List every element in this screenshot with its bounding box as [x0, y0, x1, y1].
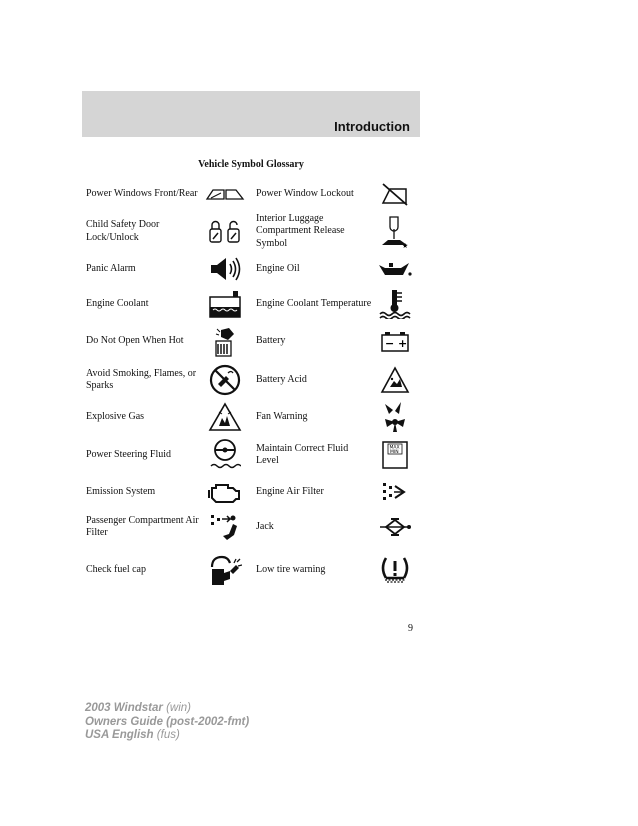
battery-icon — [370, 324, 420, 359]
symbol-label: Passenger Compartment Air Filter — [86, 514, 199, 538]
air-filter-icon — [370, 477, 420, 507]
symbol-label: Avoid Smoking, Flames, or Sparks — [86, 367, 197, 391]
symbol-label: Jack — [256, 520, 274, 532]
power-windows-icon — [202, 179, 248, 209]
fluid-level-icon — [370, 433, 420, 477]
svg-text:+: + — [398, 336, 408, 350]
battery-acid-icon — [370, 359, 420, 401]
glossary-row — [82, 433, 420, 477]
symbol-label: Do Not Open When Hot — [86, 335, 184, 347]
symbol-label: Low tire warning — [256, 563, 326, 575]
symbol-label: Maintain Correct Fluid Level — [256, 442, 349, 466]
svg-text:−: − — [385, 336, 395, 350]
no-smoking-icon — [202, 359, 248, 401]
footer-line-3: USA English (fus) — [85, 729, 180, 741]
symbol-label: Child Safety Door Lock/Unlock — [86, 219, 160, 243]
oil-can-icon — [370, 254, 420, 284]
steering-fluid-icon — [202, 433, 248, 477]
page-number: 9 — [408, 623, 413, 634]
svg-text:MAX: MAX — [389, 445, 400, 451]
symbol-label: Engine Coolant Temperature — [256, 297, 372, 309]
symbol-label: Battery Acid — [256, 373, 307, 385]
glossary-row — [82, 547, 420, 593]
symbol-label: Engine Oil — [256, 262, 300, 274]
glossary-row — [82, 401, 420, 433]
explosive-gas-icon — [202, 401, 248, 433]
glossary-row — [82, 507, 420, 547]
document-footer — [85, 702, 249, 743]
symbol-label: Power Windows Front/Rear — [86, 187, 198, 199]
symbol-glossary-table — [82, 179, 420, 593]
symbol-label: Interior Luggage Compartment Release Symbol — [256, 212, 345, 249]
symbol-label: Engine Coolant — [86, 297, 149, 309]
window-lockout-icon — [370, 179, 420, 209]
section-title: Introduction — [334, 119, 410, 134]
glossary-row — [82, 209, 420, 254]
coolant-reservoir-icon — [202, 284, 248, 324]
fuel-cap-icon — [202, 547, 248, 593]
coolant-temp-icon — [370, 284, 420, 324]
child-lock-icon — [202, 209, 248, 254]
jack-icon — [370, 507, 420, 547]
horn-icon — [202, 254, 248, 284]
symbol-label: Emission System — [86, 485, 156, 497]
glossary-row — [82, 359, 420, 401]
fan-warning-icon — [370, 401, 420, 433]
symbol-label: Power Window Lockout — [256, 187, 354, 199]
symbol-label: Fan Warning — [256, 410, 308, 422]
tire-pressure-icon — [370, 547, 420, 593]
glossary-row — [82, 254, 420, 284]
engine-icon — [202, 477, 248, 507]
footer-line-2: Owners Guide (post-2002-fmt) — [85, 715, 250, 728]
symbol-label: Power Steering Fluid — [86, 448, 171, 460]
svg-text:MIN: MIN — [390, 450, 399, 455]
luggage-release-icon — [370, 209, 420, 254]
footer-line-1: 2003 Windstar (win) — [85, 702, 191, 714]
hot-cap-icon — [202, 324, 248, 359]
symbol-label: Battery — [256, 335, 286, 347]
header-band — [82, 91, 420, 137]
symbol-label: Check fuel cap — [86, 563, 146, 575]
glossary-row — [82, 179, 420, 209]
glossary-row — [82, 324, 420, 359]
cabin-filter-icon — [202, 507, 248, 547]
svg-text:★: ★ — [402, 241, 409, 249]
symbol-label: Engine Air Filter — [256, 485, 324, 497]
symbol-label: Panic Alarm — [86, 262, 136, 274]
symbol-label: Explosive Gas — [86, 410, 145, 422]
glossary-title: Vehicle Symbol Glossary — [198, 159, 304, 170]
glossary-row — [82, 477, 420, 507]
glossary-row — [82, 284, 420, 324]
